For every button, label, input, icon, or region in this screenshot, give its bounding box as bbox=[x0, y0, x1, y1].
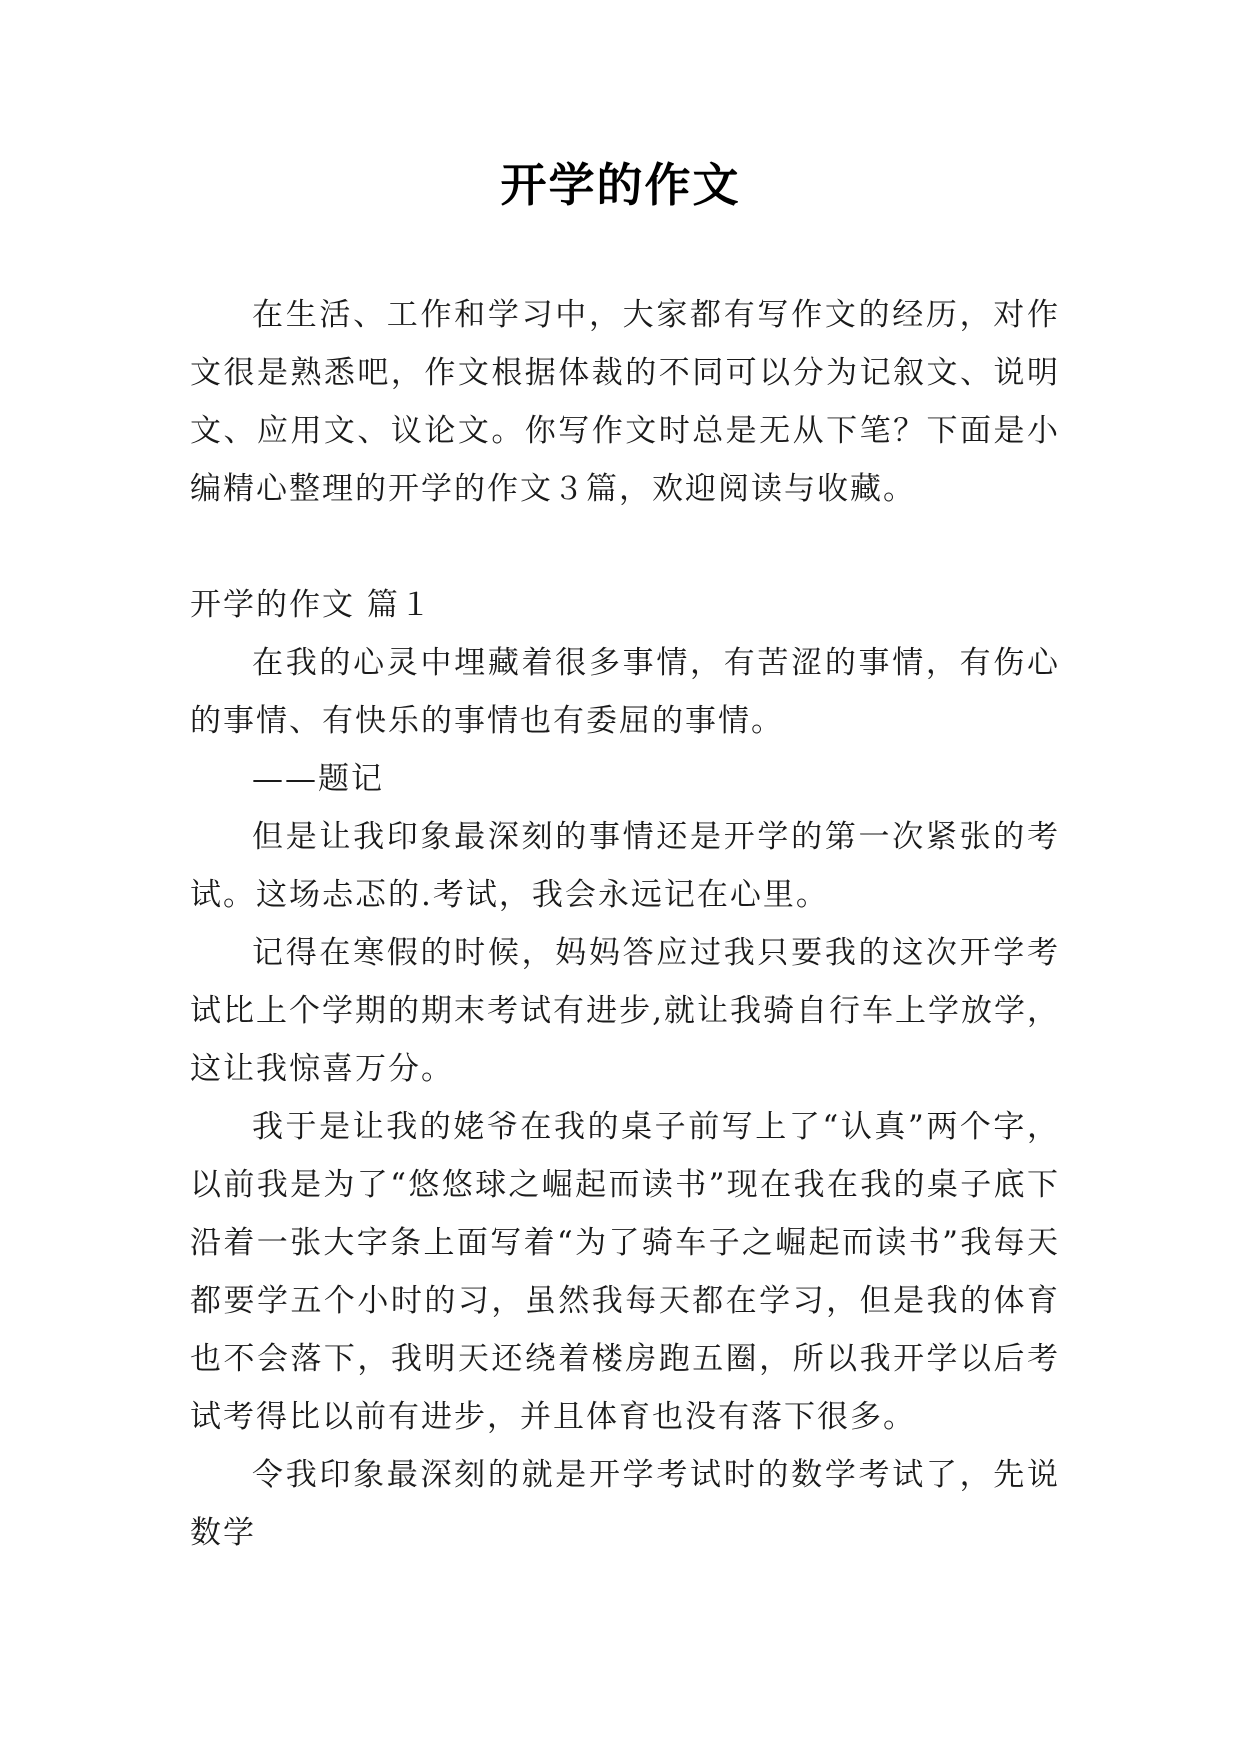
document-title: 开学的作文 bbox=[500, 158, 741, 212]
section-heading: 开学的作文 篇１ bbox=[190, 587, 433, 623]
document-body bbox=[190, 286, 1060, 1562]
body-paragraph: 记得在寒假的时候，妈妈答应过我只要我的这次开学考试比上个学期的期末考试有进步,就让我骑自行车上学放学，这让我惊喜万分。 bbox=[190, 935, 1060, 1087]
intro-paragraph: 在生活、工作和学习中，大家都有写作文的经历，对作文很是熟悉吧，作文根据体裁的不同可以分为记叙文、说明文、应用文、议论文。你写作文时总是无从下笔？下面是小编精心整理的开学的作文３篇，欢迎阅读与收藏。 bbox=[190, 297, 1060, 507]
body-paragraph: 在我的心灵中埋藏着很多事情，有苦涩的事情，有伤心的事情、有快乐的事情也有委屈的事情。 bbox=[190, 645, 1060, 739]
body-paragraph: 我于是让我的姥爷在我的桌子前写上了“认真”两个字，以前我是为了“悠悠球之崛起而读书”现在我在我的桌子底下沿着一张大字条上面写着“为了骑车子之崛起而读书”我每天都要学五个小时的习，虽然我每天都在学习，但是我的体育也不会落下，我明天还绕着楼房跑五圈，所以我开学以后考试考得比以前有进步，并且体育也没有落下很多。 bbox=[190, 1109, 1060, 1435]
epigraph-attribution: ——题记 bbox=[252, 761, 384, 797]
body-paragraph: 令我印象最深刻的就是开学考试时的数学考试了，先说数学 bbox=[190, 1457, 1060, 1551]
body-paragraph: 但是让我印象最深刻的事情还是开学的第一次紧张的考试。这场忐忑的.考试，我会永远记在心里。 bbox=[190, 819, 1060, 913]
